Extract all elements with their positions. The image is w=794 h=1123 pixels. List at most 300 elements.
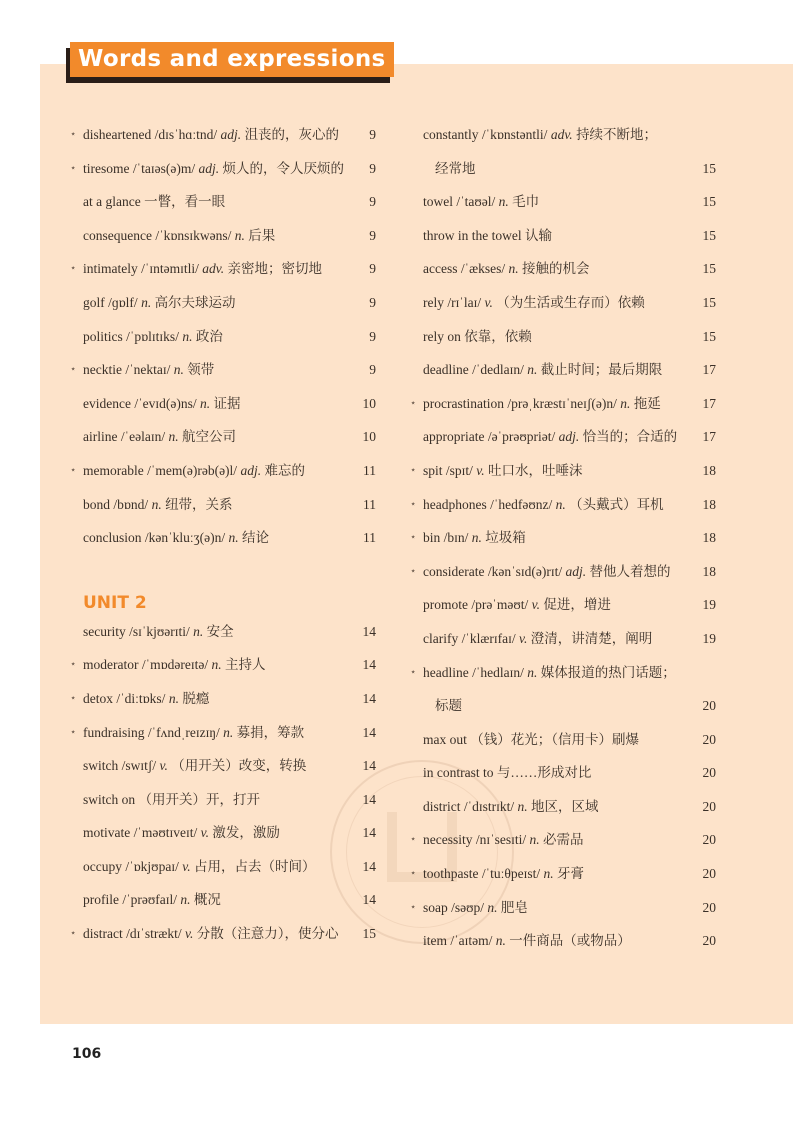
entry-word: promote [423, 597, 468, 613]
entry-meaning: （为生活或生存而）依赖 [496, 294, 645, 310]
entry-word: tiresome [83, 160, 130, 176]
entry-word: throw in the towel [423, 227, 522, 243]
entry-page-ref: 14 [362, 858, 376, 874]
vocab-entry [70, 290, 376, 324]
entry-word: headphones [423, 496, 487, 512]
star-bullet-icon: ⋆ [70, 364, 77, 376]
entry-body [435, 693, 462, 719]
entry-page-ref: 14 [362, 724, 376, 740]
entry-page-ref: 14 [362, 690, 376, 706]
entry-word: airline [83, 429, 118, 445]
entry-phonetic: /səʊp/ [451, 899, 485, 915]
entry-body [423, 660, 676, 686]
entry-meaning: 一件商品（或物品） [509, 933, 631, 949]
entry-word: switch on [83, 791, 136, 807]
vocab-column-left [70, 122, 376, 955]
entry-phonetic: /spɪt/ [445, 462, 473, 478]
vocab-entry [70, 424, 376, 458]
entry-part-of-speech: adv. [550, 127, 573, 142]
entry-part-of-speech: n. [555, 496, 566, 512]
entry-body [83, 686, 209, 712]
entry-phonetic: /dɪsˈhɑːtnd/ [154, 127, 218, 142]
entry-word: bin [423, 530, 441, 546]
vocab-entry [70, 357, 376, 391]
entry-body [423, 458, 583, 484]
entry-word: appropriate [423, 429, 485, 445]
entry-meaning: 沮丧的，灰心的 [244, 127, 340, 142]
entry-page-ref: 20 [702, 698, 716, 714]
vocab-entry [410, 760, 716, 794]
entry-page-ref: 14 [362, 758, 376, 774]
star-bullet-icon: ⋆ [410, 666, 417, 678]
entry-page-ref: 15 [702, 328, 716, 344]
page-number: 106 [72, 1046, 102, 1062]
vocab-entry [70, 391, 376, 425]
entry-part-of-speech: n. [529, 832, 540, 848]
entry-part-of-speech: n. [151, 496, 162, 512]
entry-page-ref: 11 [363, 462, 376, 478]
vocab-entry [70, 753, 376, 787]
vocab-entry [410, 223, 716, 257]
vocab-entry [70, 619, 376, 653]
entry-meaning: 激发，激励 [212, 825, 280, 841]
vocab-entry [410, 357, 716, 391]
entry-body [423, 928, 631, 954]
vocab-entry [70, 156, 376, 190]
entry-body [423, 559, 670, 585]
entry-part-of-speech: v. [518, 630, 528, 646]
entry-phonetic: /bɪn/ [443, 530, 469, 546]
entry-part-of-speech: adj. [558, 429, 580, 445]
vocab-entry [410, 324, 716, 358]
entry-word: procrastination [423, 395, 504, 411]
entry-word: clarify [423, 630, 459, 646]
entry-part-of-speech: n. [173, 362, 184, 378]
entry-page-ref: 9 [369, 328, 376, 344]
entry-body [423, 727, 639, 753]
entry-part-of-speech: v. [531, 597, 541, 613]
entry-meaning: 毛巾 [512, 194, 540, 210]
star-bullet-icon: ⋆ [70, 129, 77, 140]
star-bullet-icon: ⋆ [410, 565, 417, 577]
entry-phonetic: /ˈdedlaɪn/ [472, 362, 524, 378]
entry-body [423, 895, 528, 921]
entry-body [83, 223, 275, 249]
vocab-entry [70, 887, 376, 921]
entry-page-ref: 9 [369, 362, 376, 378]
vocab-entry [410, 458, 716, 492]
entry-meaning: 肥皂 [500, 899, 528, 915]
star-bullet-icon: ⋆ [70, 263, 77, 275]
vocab-entry [410, 794, 716, 828]
vocab-entry [410, 492, 716, 526]
entry-meaning: 安全 [206, 623, 234, 639]
entry-word: max out [423, 731, 467, 747]
entry-phonetic: /ˈɒkjʊpaɪ/ [125, 858, 179, 874]
entry-meaning: 脱瘾 [182, 690, 210, 706]
entry-body [83, 324, 223, 350]
entry-body [83, 391, 240, 417]
entry-part-of-speech: n. [228, 530, 239, 546]
entry-meaning: 占用，占去（时间） [193, 858, 316, 874]
entry-part-of-speech: n. [182, 328, 193, 344]
entry-part-of-speech: adj. [220, 127, 242, 142]
vocab-entry [410, 156, 716, 190]
entry-part-of-speech: n. [199, 395, 211, 411]
entry-page-ref: 17 [702, 395, 716, 411]
vocab-entry [410, 827, 716, 861]
entry-phonetic: /ˈevɪd(ə)ns/ [134, 395, 197, 411]
entry-phonetic: /ˈdɪstrɪkt/ [463, 798, 515, 814]
entry-page-ref: 14 [362, 623, 376, 639]
entry-part-of-speech: n. [508, 261, 519, 277]
entry-page-ref: 15 [702, 294, 716, 310]
entry-page-ref: 14 [362, 657, 376, 673]
vocab-entry [70, 525, 376, 559]
entry-page-ref: 20 [702, 798, 716, 814]
entry-meaning: 证据 [213, 395, 241, 411]
entry-body [83, 753, 306, 779]
entry-phonetic: /ˈmɒdəreɪtə/ [141, 657, 209, 673]
entry-body [423, 122, 657, 148]
entry-body [423, 391, 661, 417]
entry-word: in contrast to [423, 765, 494, 781]
entry-part-of-speech: adj. [240, 462, 262, 478]
entry-body [83, 122, 339, 148]
entry-part-of-speech: n. [234, 227, 245, 243]
entry-body [435, 156, 476, 182]
entry-part-of-speech: n. [141, 294, 152, 310]
vocab-entry [70, 458, 376, 492]
vocab-entry [410, 592, 716, 626]
entry-page-ref: 18 [702, 462, 716, 478]
entry-word: fundraising [83, 724, 145, 740]
entry-phonetic: /kənˈsɪd(ə)rɪt/ [487, 563, 563, 579]
entry-phonetic: /prəˌkræstɪˈneɪʃ(ə)n/ [507, 395, 617, 411]
entry-meaning: 替他人着想的 [589, 563, 671, 579]
entry-body [423, 223, 552, 249]
vocab-entry [410, 391, 716, 425]
entry-page-ref: 14 [362, 791, 376, 807]
entry-meaning: 亲密地；密切地 [227, 261, 322, 277]
star-bullet-icon: ⋆ [70, 692, 77, 704]
section-title-text: Words and expressions [70, 42, 394, 77]
entry-meaning: 难忘的 [264, 462, 305, 478]
entry-meaning: 接触的机会 [522, 261, 590, 277]
entry-part-of-speech: n. [487, 899, 498, 915]
vocab-entry [70, 324, 376, 358]
entry-meaning: 经常地 [435, 160, 476, 176]
entry-phonetic: /dɪˈstrækt/ [126, 926, 182, 942]
entry-word: motivate [83, 825, 131, 841]
entry-phonetic: /ɡɒlf/ [108, 294, 138, 310]
star-bullet-icon: ⋆ [70, 928, 77, 940]
entry-meaning: 航空公司 [181, 429, 236, 445]
entry-body [83, 256, 322, 282]
entry-page-ref: 11 [363, 530, 376, 546]
entry-body [423, 290, 645, 316]
vocab-entry [410, 895, 716, 929]
entry-word: politics [83, 328, 123, 344]
entry-word: disheartened [83, 127, 152, 142]
entry-part-of-speech: n. [543, 866, 554, 882]
star-bullet-icon: ⋆ [70, 464, 77, 476]
entry-meaning: 截止时间；最后期限 [540, 362, 663, 378]
unit-heading: UNIT 2 [83, 592, 147, 613]
vocab-entry [410, 122, 716, 156]
entry-page-ref: 9 [369, 227, 376, 243]
entry-word: rely [423, 294, 444, 310]
entry-phonetic: /ˈdiːtɒks/ [116, 690, 166, 706]
entry-part-of-speech: n. [211, 657, 222, 673]
entry-meaning: 认输 [524, 227, 552, 243]
entry-body [83, 492, 233, 518]
entry-part-of-speech: n. [168, 690, 179, 706]
entry-body [423, 794, 599, 820]
entry-word: soap [423, 899, 448, 915]
entry-page-ref: 14 [362, 892, 376, 908]
entry-part-of-speech: n. [471, 530, 482, 546]
entry-meaning: 高尔夫球运动 [154, 294, 236, 310]
entry-meaning: 领带 [187, 362, 215, 378]
entry-meaning: （用开关）开，打开 [138, 791, 260, 807]
entry-word: constantly [423, 127, 479, 142]
entry-phonetic: /ˈtaɪəs(ə)m/ [132, 160, 196, 176]
entry-phonetic: /prəˈməʊt/ [471, 597, 529, 613]
entry-meaning: 垃圾箱 [485, 530, 526, 546]
entry-page-ref: 15 [702, 261, 716, 277]
entry-word: distract [83, 926, 123, 942]
entry-page-ref: 20 [702, 832, 716, 848]
entry-part-of-speech: n. [527, 362, 538, 378]
vocab-entry [70, 492, 376, 526]
vocab-entry [410, 660, 716, 694]
entry-page-ref: 17 [702, 362, 716, 378]
entry-word: detox [83, 690, 113, 706]
vocab-entry [70, 921, 376, 955]
vocab-entry [70, 854, 376, 888]
entry-body [423, 760, 591, 786]
entry-phonetic: /ˈprəʊfaɪl/ [122, 892, 178, 908]
entry-body [83, 619, 234, 645]
entry-page-ref: 9 [369, 127, 376, 142]
entry-body [423, 626, 652, 652]
entry-phonetic: /sɪˈkjʊərɪti/ [129, 623, 190, 639]
vocab-entry [410, 525, 716, 559]
entry-word: memorable [83, 462, 144, 478]
entry-word: golf [83, 294, 105, 310]
entry-meaning: 吐口水，吐唾沫 [488, 462, 583, 478]
entry-word: headline [423, 664, 469, 680]
entry-meaning: 政治 [195, 328, 223, 344]
entry-page-ref: 10 [362, 395, 376, 411]
unit-spacer [70, 559, 376, 579]
star-bullet-icon: ⋆ [410, 464, 417, 476]
entry-body [423, 492, 664, 518]
entry-page-ref: 15 [702, 194, 716, 210]
star-bullet-icon: ⋆ [70, 726, 77, 738]
entry-word: switch [83, 758, 119, 774]
entry-phonetic: /bɒnd/ [113, 496, 149, 512]
entry-part-of-speech: n. [517, 798, 528, 814]
entry-phonetic: /nɪˈsesɪti/ [475, 832, 527, 848]
entry-word: occupy [83, 858, 122, 874]
entry-word: toothpaste [423, 866, 479, 882]
entry-word: moderator [83, 657, 139, 673]
entry-meaning: 结论 [241, 530, 269, 546]
entry-part-of-speech: n. [223, 724, 234, 740]
entry-word: district [423, 798, 461, 814]
entry-page-ref: 14 [362, 825, 376, 841]
entry-word: bond [83, 496, 110, 512]
entry-word: consequence [83, 227, 152, 243]
entry-page-ref: 10 [362, 429, 376, 445]
vocab-entry [410, 727, 716, 761]
entry-phonetic: /ˈfʌndˌreɪzɪŋ/ [147, 724, 220, 740]
entry-body [423, 827, 584, 853]
entry-phonetic: /ˈkɒnsɪkwəns/ [155, 227, 232, 243]
entry-word: item [423, 933, 447, 949]
entry-word: necessity [423, 832, 473, 848]
entry-body [83, 357, 214, 383]
entry-word: deadline [423, 362, 469, 378]
entry-body [423, 424, 677, 450]
entry-page-ref: 19 [702, 630, 716, 646]
entry-phonetic: /ˈklærɪfaɪ/ [461, 630, 516, 646]
entry-phonetic: /ˈhedfəʊnz/ [490, 496, 553, 512]
entry-word: necktie [83, 362, 122, 378]
entry-page-ref: 9 [369, 294, 376, 310]
entry-phonetic: /ˈtuːθpeɪst/ [481, 866, 541, 882]
entry-phonetic: /ˈaɪtəm/ [450, 933, 493, 949]
entry-word: profile [83, 892, 119, 908]
entry-part-of-speech: n. [495, 933, 506, 949]
entry-phonetic: /ˈnektaɪ/ [125, 362, 171, 378]
entry-word: at a glance [83, 194, 141, 210]
entry-phonetic: /ˈmem(ə)rəb(ə)l/ [147, 462, 238, 478]
entry-meaning: 概况 [193, 892, 221, 908]
entry-word: security [83, 623, 126, 639]
entry-meaning: 牙膏 [556, 866, 584, 882]
entry-body [83, 156, 344, 182]
entry-part-of-speech: n. [168, 429, 179, 445]
entry-meaning: 媒体报道的热门话题； [540, 664, 676, 680]
entry-part-of-speech: adv. [202, 261, 225, 277]
vocab-entry [70, 720, 376, 754]
entry-meaning: 恰当的；合适的 [582, 429, 678, 445]
entry-meaning: 一瞥，看一眼 [144, 194, 226, 210]
entry-body [83, 525, 269, 551]
star-bullet-icon: ⋆ [70, 162, 77, 174]
entry-part-of-speech: n. [620, 395, 631, 411]
entry-part-of-speech: n. [180, 892, 191, 908]
entry-body [83, 720, 304, 746]
entry-page-ref: 18 [702, 496, 716, 512]
entry-part-of-speech: adj. [198, 160, 220, 176]
vocab-entry [410, 928, 716, 962]
entry-page-ref: 15 [702, 160, 716, 176]
entry-phonetic: /kənˈkluːʒ(ə)n/ [144, 530, 226, 546]
entry-meaning: 后果 [248, 227, 276, 243]
entry-meaning: 促进，增进 [543, 597, 611, 613]
entry-word: considerate [423, 563, 485, 579]
entry-part-of-speech: v. [200, 825, 210, 841]
entry-body [83, 189, 225, 215]
vocab-entry [70, 256, 376, 290]
vocab-entry [70, 820, 376, 854]
entry-body [83, 652, 266, 678]
entry-body [83, 887, 221, 913]
entry-word: rely on [423, 328, 461, 344]
entry-body [423, 189, 539, 215]
entry-phonetic: /ˈpɒlɪtɪks/ [126, 328, 179, 344]
vocab-entry [410, 626, 716, 660]
entry-phonetic: /ˈhedlaɪn/ [472, 664, 524, 680]
entry-word: conclusion [83, 530, 142, 546]
entry-meaning: 纽带，关系 [165, 496, 233, 512]
star-bullet-icon: ⋆ [410, 868, 417, 880]
vocab-entry [410, 861, 716, 895]
entry-word: intimately [83, 261, 138, 277]
entry-word: towel [423, 194, 453, 210]
entry-meaning: 持续不断地； [576, 127, 658, 142]
vocab-entry [410, 256, 716, 290]
entry-meaning: （头戴式）耳机 [569, 496, 664, 512]
vocab-entry [70, 652, 376, 686]
entry-body [83, 787, 260, 813]
entry-meaning: 依靠，依赖 [464, 328, 532, 344]
entry-phonetic: /ˈɪntəmɪtli/ [141, 261, 199, 277]
entry-page-ref: 18 [702, 530, 716, 546]
vocab-entry [410, 189, 716, 223]
entry-part-of-speech: n. [527, 664, 538, 680]
entry-phonetic: /ˈeəlaɪn/ [120, 429, 166, 445]
entry-page-ref: 15 [362, 926, 376, 942]
vocab-entry [70, 787, 376, 821]
vocab-entry [410, 559, 716, 593]
entry-meaning: 分散（注意力），使分心 [196, 926, 339, 942]
entry-body [423, 861, 584, 887]
entry-phonetic: /əˈprəʊpriət/ [487, 429, 556, 445]
vocab-entry [70, 122, 376, 156]
entry-page-ref: 20 [702, 765, 716, 781]
entry-meaning: 拖延 [633, 395, 661, 411]
entry-meaning: 必需品 [543, 832, 584, 848]
entry-body [423, 525, 526, 551]
entry-page-ref: 9 [369, 261, 376, 277]
entry-part-of-speech: v. [476, 462, 485, 478]
entry-page-ref: 20 [702, 866, 716, 882]
entry-page-ref: 20 [702, 731, 716, 747]
entry-meaning: 标题 [435, 698, 462, 714]
entry-body [83, 921, 339, 947]
star-bullet-icon: ⋆ [410, 498, 417, 510]
entry-meaning: 募捐，筹款 [236, 724, 305, 740]
vocab-column-right [410, 122, 716, 962]
entry-body [423, 324, 532, 350]
star-bullet-icon: ⋆ [70, 659, 77, 671]
entry-part-of-speech: n. [498, 194, 509, 210]
entry-page-ref: 9 [369, 194, 376, 210]
star-bullet-icon: ⋆ [410, 397, 417, 409]
vocab-entry [410, 290, 716, 324]
entry-page-ref: 17 [702, 429, 716, 445]
entry-meaning: （钱）花光；（信用卡）刷爆 [470, 731, 639, 747]
entry-part-of-speech: adj. [565, 563, 587, 579]
entry-word: access [423, 261, 458, 277]
entry-body [83, 290, 236, 316]
entry-page-ref: 9 [369, 160, 376, 176]
